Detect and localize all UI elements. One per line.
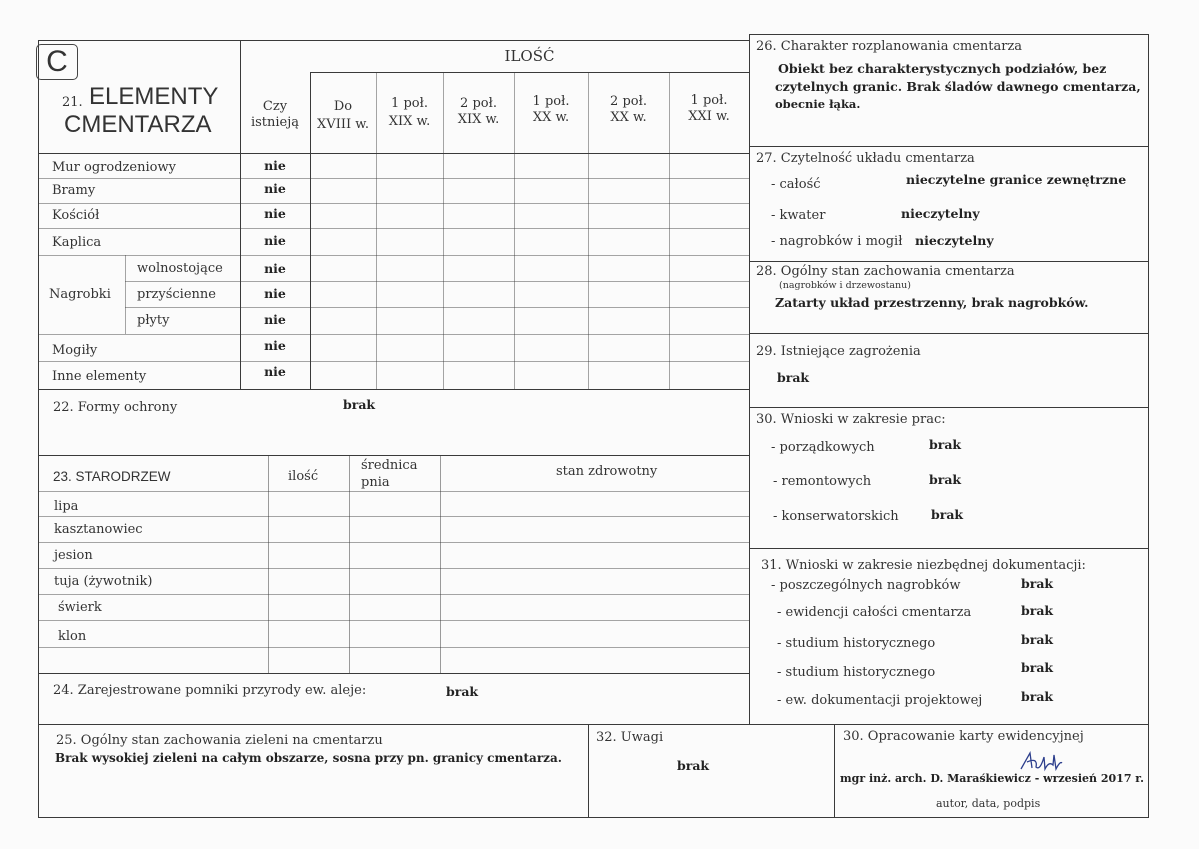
s26-label: 26. Charakter rozplanowania cmentarza	[756, 39, 1023, 54]
frame-bottom	[38, 817, 1149, 818]
s22-value: brak	[343, 397, 376, 412]
period-6-line1: 1 poł.	[690, 93, 728, 108]
element-value: nie	[264, 312, 286, 327]
s32-value: brak	[677, 758, 710, 773]
s30b-signature: mgr inż. arch. D. Maraśkiewicz - wrzesień 2017 r.	[840, 772, 1144, 785]
s27-item-value: nieczytelne granice zewnętrzne	[906, 172, 1127, 187]
period-1-line2: XVIII w.	[317, 117, 369, 132]
element-value: nie	[264, 233, 286, 248]
nagrobki-label: Nagrobki	[49, 287, 111, 302]
s26-value-line3: obecnie łąka.	[775, 97, 861, 111]
ilosc-header: ILOŚĆ	[504, 47, 555, 65]
s25-s32-divider	[588, 724, 589, 818]
tree-row: lipa	[54, 499, 79, 514]
s26-value-line2: czytelnych granic. Brak śladów dawnego cmentarza,	[775, 79, 1141, 94]
tree-row: tuja (żywotnik)	[54, 574, 153, 589]
s22-bottom	[38, 455, 749, 456]
element-label: Kościół	[52, 208, 100, 223]
period-2-line1: 1 poł.	[391, 96, 428, 111]
element-value: nie	[264, 338, 286, 353]
s32-label: 32. Uwagi	[596, 730, 664, 745]
s28-sublabel: (nagrobków i drzewostanu)	[779, 280, 911, 291]
s27-item-value: nieczytelny	[901, 206, 980, 221]
period-4-line2: XX w.	[532, 110, 570, 125]
s26-bottom	[749, 146, 1149, 147]
s30-item-label: - konserwatorskich	[773, 509, 899, 524]
s30-item-label: - porządkowych	[771, 440, 875, 455]
s25-value: Brak wysokiej zieleni na całym obszarze, sosna przy pn. granicy cmentarza.	[55, 751, 562, 765]
col-exists-line1: Czy	[262, 99, 288, 114]
element-value: nie	[264, 261, 286, 276]
s21-bottom	[38, 389, 749, 390]
s21-number: 21.	[62, 95, 83, 110]
s30-item-value: brak	[929, 472, 962, 487]
frame-right	[1148, 34, 1149, 818]
s31-item-value: brak	[1021, 632, 1054, 647]
period-6-line2: XXI w.	[688, 109, 730, 124]
element-label: Inne elementy	[52, 369, 147, 384]
s30-item-value: brak	[931, 507, 964, 522]
s31-item-label: - ew. dokumentacji projektowej	[777, 693, 983, 708]
s28-bottom	[749, 333, 1149, 334]
period-3-line1: 2 poł.	[460, 96, 497, 111]
s30b-caption: autor, data, podpis	[936, 797, 1041, 810]
tree-row: klon	[58, 629, 87, 644]
period-3-line2: XIX w.	[457, 112, 500, 127]
s23-col-stan: stan zdrowotny	[556, 464, 658, 479]
s31-item-value: brak	[1021, 689, 1054, 704]
s30-label: 30. Wnioski w zakresie prac:	[756, 412, 946, 427]
s29-value: brak	[777, 370, 810, 385]
card-letter: C	[36, 44, 78, 80]
period-1-line1: Do	[333, 99, 353, 114]
s31-label: 31. Wnioski w zakresie niezbędnej dokumentacji:	[761, 558, 1086, 573]
s30b-label: 30. Opracowanie karty ewidencyjnej	[843, 729, 1084, 744]
period-5-line1: 2 poł.	[610, 94, 647, 109]
frame-left	[38, 40, 39, 818]
s23-bottom	[38, 673, 749, 674]
s27-item-value: nieczytelny	[915, 233, 994, 248]
s26-value-line1: Obiekt bez charakterystycznych podziałów, bez	[778, 61, 1107, 76]
s31-item-value: brak	[1021, 576, 1054, 591]
s30-bottom	[749, 548, 1149, 549]
s24-value: brak	[446, 684, 479, 699]
column-divider	[749, 34, 750, 724]
element-value: nie	[264, 364, 286, 379]
col-exists-line2: istnieją	[250, 115, 300, 130]
tree-row: kasztanowiec	[54, 522, 143, 537]
s27-item-label: - całość	[771, 177, 821, 192]
period-2-line2: XIX w.	[388, 114, 431, 129]
s23-col-srednica-line1: średnica	[361, 458, 418, 473]
s24-bottom	[38, 724, 1149, 725]
s24-label: 24. Zarejestrowane pomniki przyrody ew. aleje:	[53, 683, 367, 698]
s31-item-value: brak	[1021, 603, 1054, 618]
s31-item-label: - studium historycznego	[777, 665, 936, 680]
tree-row: świerk	[58, 600, 102, 615]
element-value: nie	[264, 181, 286, 196]
s28-value: Zatarty układ przestrzenny, brak nagrobków.	[775, 295, 1089, 310]
element-value: nie	[264, 158, 286, 173]
s30-item-value: brak	[929, 437, 962, 452]
element-value: nie	[264, 286, 286, 301]
element-label: przyścienne	[137, 287, 216, 302]
element-label: Mogiły	[52, 343, 98, 358]
s23-title: 23. STARODRZEW	[53, 469, 171, 484]
s21-header-bottom	[38, 153, 749, 154]
s31-item-label: - studium historycznego	[777, 636, 936, 651]
element-label: Mur ogrodzeniowy	[52, 160, 176, 175]
element-label: Bramy	[52, 183, 96, 198]
s30-item-label: - remontowych	[773, 474, 872, 489]
frame-top-left	[38, 40, 749, 41]
s23-col-srednica-line2: pnia	[361, 475, 390, 490]
tree-row: jesion	[54, 548, 93, 563]
period-5-line2: XX w.	[610, 110, 647, 125]
s27-item-label: - nagrobków i mogił	[771, 234, 903, 249]
element-label: wolnostojące	[137, 261, 223, 276]
element-value: nie	[264, 206, 286, 221]
s23-col-ilosc: ilość	[288, 469, 319, 484]
s29-label: 29. Istniejące zagrożenia	[756, 344, 921, 359]
s32-s30b-divider	[834, 724, 835, 818]
s25-label: 25. Ogólny stan zachowania zieleni na cmentarzu	[56, 733, 383, 748]
frame-top-right	[749, 34, 1149, 35]
s31-item-label: - ewidencji całości cmentarza	[777, 605, 972, 620]
s27-label: 27. Czytelność układu cmentarza	[756, 151, 975, 166]
s22-label: 22. Formy ochrony	[53, 400, 178, 415]
s29-bottom	[749, 407, 1149, 408]
s28-label: 28. Ogólny stan zachowania cmentarza	[756, 264, 1015, 279]
s27-bottom	[749, 261, 1149, 262]
element-label: Kaplica	[52, 235, 102, 250]
s21-title-line2: CMENTARZA	[64, 111, 212, 138]
s21-title-line1: ELEMENTY	[89, 83, 219, 110]
s27-item-label: - kwater	[771, 208, 826, 223]
period-4-line1: 1 poł.	[532, 94, 570, 109]
element-label: płyty	[137, 313, 170, 328]
s31-item-value: brak	[1021, 660, 1054, 675]
s31-item-label: - poszczególnych nagrobków	[771, 578, 961, 593]
